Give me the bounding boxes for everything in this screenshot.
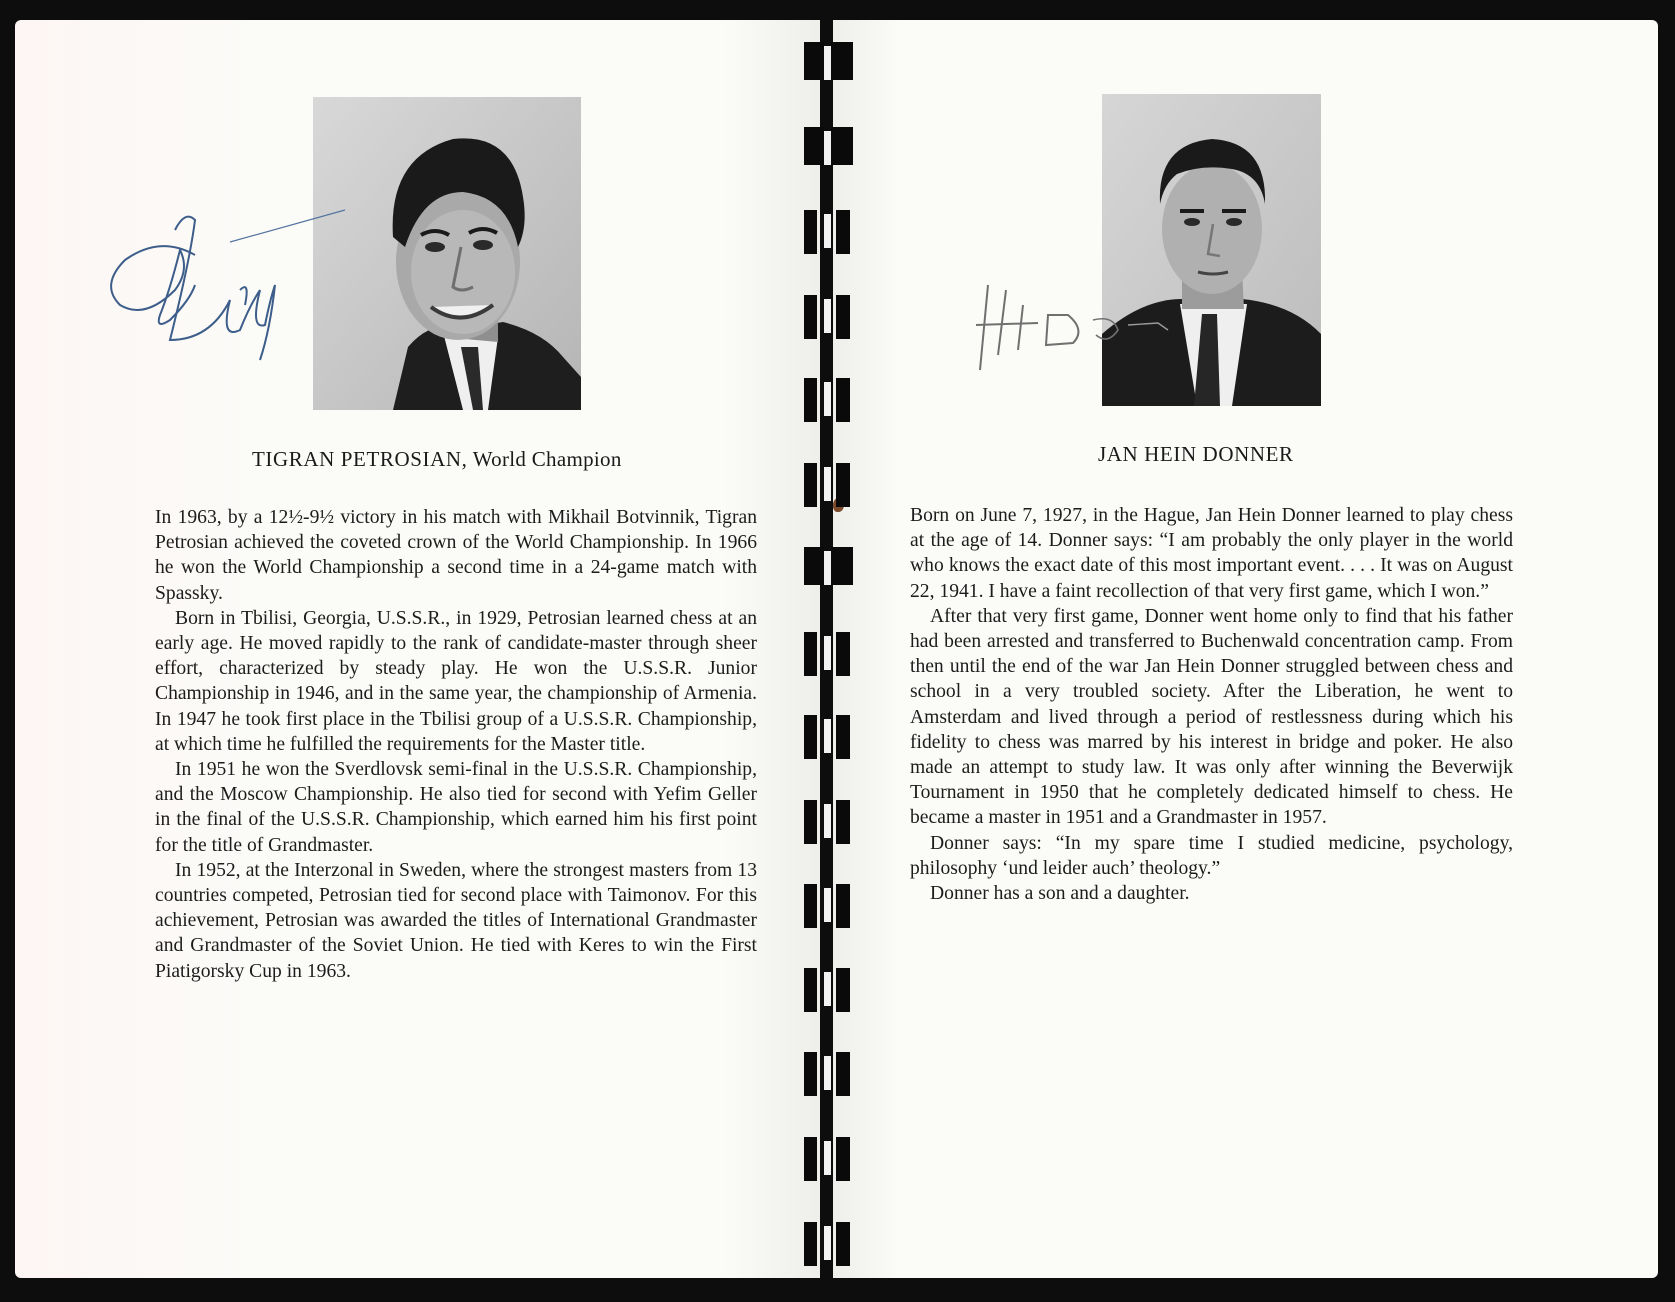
caption-title: World Champion: [472, 447, 622, 471]
binding-hole: [804, 968, 817, 1012]
binding-hole: [804, 884, 817, 928]
binding-wire: [824, 1056, 831, 1090]
binding-hole: [804, 127, 824, 165]
binding-hole: [836, 1137, 850, 1181]
spiral-binding: [800, 0, 855, 1302]
binding-wire: [824, 1226, 831, 1260]
right-page: [833, 20, 1658, 1278]
petrosian-biography: [155, 505, 757, 984]
binding-wire: [824, 214, 831, 248]
bio-paragraph: After that very first game, Donner went home only to find that his father had been arrested and transferred to Buchenwald concentration camp. From then until the end of the war Jan Hein Donner struggled between chess and school in a very troubled society. After the Liberation, he went to Amsterdam and lived through a period of restlessness during which his fidelity to chess was marred by his interest in bridge and poker. He also made an attempt to study law. It was only after winning the Beverwijk Tournament in 1950 that he completely dedicated himself to chess. He became a master in 1951 and a Grandmaster in 1957.: [910, 605, 1513, 829]
binding-hole: [836, 632, 850, 676]
binding-hole: [836, 715, 850, 759]
binding-hole: [804, 1052, 817, 1096]
bio-paragraph: Born in Tbilisi, Georgia, U.S.S.R., in 1929, Petrosian learned chess at an early age. He moved rapidly to the rank of candidate-master through sheer effort, characterized by steady play. He won the U.S.S.R. Junior Championship in 1946, and in the same year, the championship of Armenia. In 1947 he took first place in the Tbilisi group of a U.S.S.R. Championship, at which time he fulfilled the requirements for the Master title.: [155, 607, 757, 755]
binding-hole: [836, 800, 850, 844]
binding-hole: [836, 968, 850, 1012]
donner-biography: [910, 503, 1513, 906]
donner-caption: [1098, 442, 1294, 467]
binding-wire: [824, 46, 831, 80]
binding-wire: [824, 131, 831, 165]
binding-wire: [824, 1141, 831, 1175]
binding-wire: [824, 888, 831, 922]
binding-hole: [804, 378, 817, 422]
binding-hole: [804, 1137, 817, 1181]
bio-paragraph: In 1963, by a 12½-9½ victory in his match with Mikhail Botvinnik, Tigran Petrosian achieved the coveted crown of the World Championship. In 1966 he won the World Championship a second time in a 24-game match with Spassky.: [155, 507, 757, 604]
binding-hole: [804, 295, 817, 339]
binding-hole: [836, 378, 850, 422]
caption-name: TIGRAN PETROSIAN,: [252, 447, 468, 471]
binding-hole: [836, 1222, 850, 1266]
binding-hole: [836, 295, 850, 339]
binding-hole: [804, 1222, 817, 1266]
petrosian-photo: [313, 97, 581, 410]
binding-hole: [804, 632, 817, 676]
binding-hole: [831, 547, 853, 585]
binding-hole: [804, 715, 817, 759]
bio-paragraph: Donner says: “In my spare time I studied medicine, psychology, philosophy ‘und leider auch’ theology.”: [910, 832, 1513, 879]
binding-wire: [824, 299, 831, 333]
bio-paragraph: Donner has a son and a daughter.: [930, 883, 1190, 905]
binding-hole: [836, 210, 850, 254]
binding-wire: [824, 804, 831, 838]
binding-wire: [824, 467, 831, 501]
bio-paragraph: Born on June 7, 1927, in the Hague, Jan Hein Donner learned to play chess at the age of 14. Donner says: “I am probably the only player in the world who knows the exact date of this most important event. . . . It was on August 22, 1941. I have a faint recollection of that very first game, which I won.”: [910, 505, 1513, 602]
binding-hole: [831, 42, 853, 80]
caption-name: JAN HEIN DONNER: [1098, 442, 1294, 466]
binding-hole: [804, 42, 824, 80]
binding-wire: [824, 636, 831, 670]
binding-hole: [804, 463, 817, 507]
binding-wire: [824, 551, 831, 585]
binding-hole: [804, 800, 817, 844]
left-page: [15, 20, 820, 1278]
binding-wire: [824, 972, 831, 1006]
donner-photo: [1102, 94, 1321, 406]
petrosian-caption: [252, 447, 622, 472]
binding-hole: [804, 210, 817, 254]
bio-paragraph: In 1951 he won the Sverdlovsk semi-final in the U.S.S.R. Championship, and the Moscow Championship. He also tied for second with Yefim Geller in the final of the U.S.S.R. Championship, which earned him his first point for the title of Grandmaster.: [155, 759, 757, 856]
binding-hole: [804, 547, 824, 585]
binding-hole: [836, 1052, 850, 1096]
bio-paragraph: In 1952, at the Interzonal in Sweden, where the strongest masters from 13 countries competed, Petrosian tied for second place with Taimonov. For this achievement, Petrosian was awarded the titles of International Grandmaster and Grandmaster of the Soviet Union. He tied with Keres to win the First Piatigorsky Cup in 1963.: [155, 859, 757, 982]
binding-hole: [836, 463, 850, 507]
binding-hole: [836, 884, 850, 928]
binding-wire: [824, 719, 831, 753]
binding-hole: [831, 127, 853, 165]
binding-wire: [824, 382, 831, 416]
